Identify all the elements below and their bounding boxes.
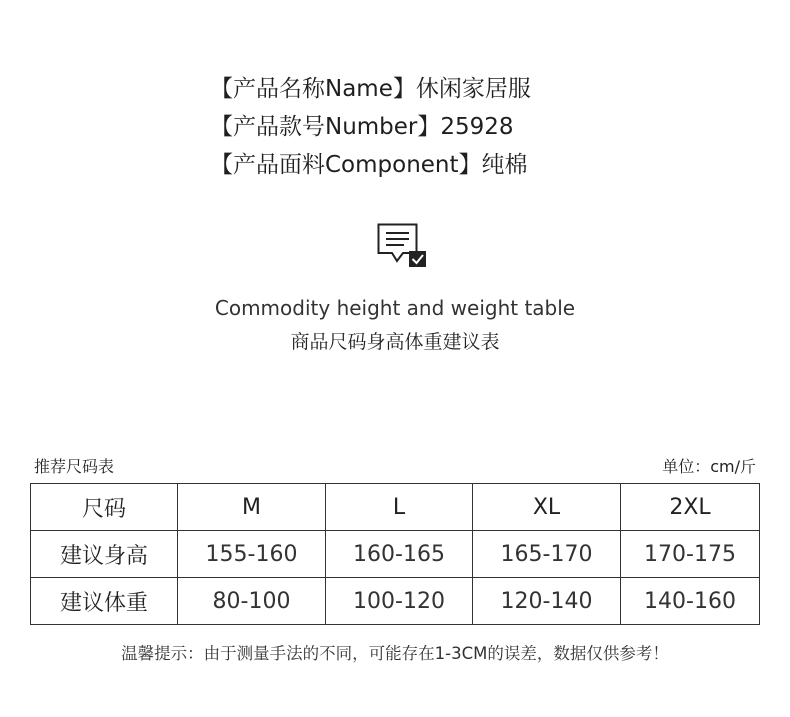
footer-note: 温馨提示：由于测量手法的不同，可能存在1-3CM的误差，数据仅供参考！ bbox=[121, 644, 669, 663]
subtitle-chinese: 商品尺码身高体重建议表 bbox=[290, 331, 500, 353]
table-row bbox=[31, 578, 760, 625]
table-cell: 140-160 bbox=[621, 578, 760, 625]
subtitle-english: Commodity height and weight table bbox=[214, 296, 576, 320]
table-header-cell: XL bbox=[473, 484, 621, 531]
table-header-cell: 尺码 bbox=[31, 484, 178, 531]
table-caption: 推荐尺码表 bbox=[34, 457, 115, 476]
table-header-cell: M bbox=[178, 484, 326, 531]
table-cell: 120-140 bbox=[473, 578, 621, 625]
table-cell: 100-120 bbox=[326, 578, 473, 625]
row-label-cell: 建议身高 bbox=[31, 531, 178, 578]
table-cell: 165-170 bbox=[473, 531, 621, 578]
product-component-line: 【产品面料Component】纯棉 bbox=[210, 152, 528, 178]
size-table bbox=[30, 483, 760, 625]
table-unit: 单位：cm/斤 bbox=[662, 457, 756, 476]
table-cell: 155-160 bbox=[178, 531, 326, 578]
table-cell: 160-165 bbox=[326, 531, 473, 578]
table-header-row bbox=[31, 484, 760, 531]
table-header-cell: L bbox=[326, 484, 473, 531]
product-info bbox=[210, 70, 531, 184]
table-cell: 170-175 bbox=[621, 531, 760, 578]
row-label-cell: 建议体重 bbox=[31, 578, 178, 625]
table-header-cell: 2XL bbox=[621, 484, 760, 531]
message-checklist-icon bbox=[377, 223, 429, 269]
table-cell: 80-100 bbox=[178, 578, 326, 625]
product-name-line: 【产品名称Name】休闲家居服 bbox=[210, 76, 531, 102]
product-number-line: 【产品款号Number】25928 bbox=[210, 114, 514, 140]
table-row bbox=[31, 531, 760, 578]
